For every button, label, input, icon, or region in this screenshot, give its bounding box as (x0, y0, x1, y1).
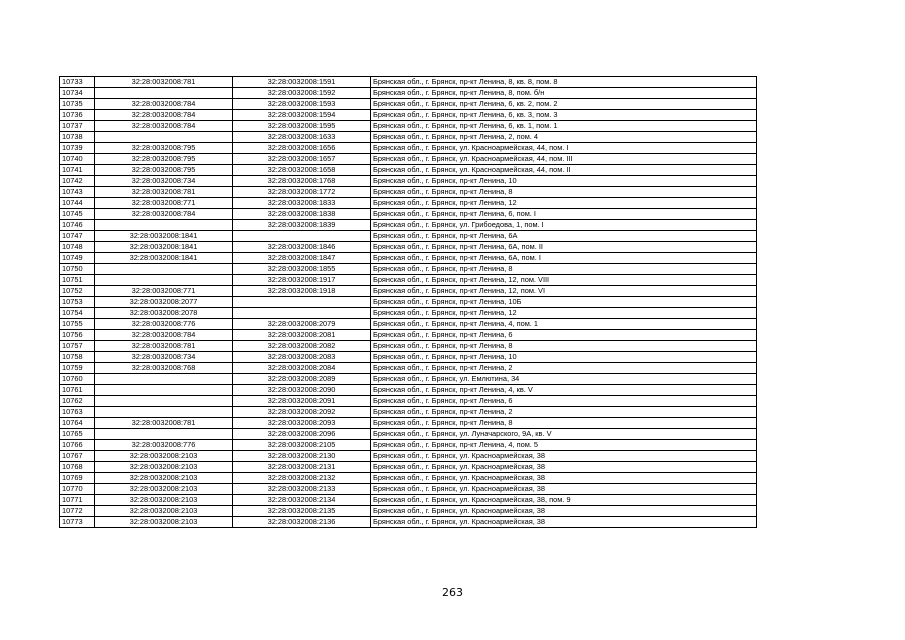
cadastral-number-cell: 32:28:0032008:1592 (233, 88, 371, 99)
parent-cadastral-number-cell (95, 407, 233, 418)
row-number-cell: 10761 (60, 385, 95, 396)
address-cell: Брянская обл., г. Брянск, пр-кт Ленина, 8 (371, 187, 757, 198)
parent-cadastral-number-cell: 32:28:0032008:2103 (95, 484, 233, 495)
parent-cadastral-number-cell (95, 374, 233, 385)
table-row (60, 297, 757, 308)
table-row (60, 473, 757, 484)
cadastral-number-cell (233, 297, 371, 308)
cadastral-number-cell: 32:28:0032008:1594 (233, 110, 371, 121)
cadastral-number-cell: 32:28:0032008:1657 (233, 154, 371, 165)
cadastral-number-cell: 32:28:0032008:1855 (233, 264, 371, 275)
address-cell: Брянская обл., г. Брянск, пр-кт Ленина, 8 (371, 264, 757, 275)
row-number-cell: 10770 (60, 484, 95, 495)
cadastral-number-cell: 32:28:0032008:1591 (233, 77, 371, 88)
row-number-cell: 10754 (60, 308, 95, 319)
parent-cadastral-number-cell: 32:28:0032008:2103 (95, 517, 233, 528)
parent-cadastral-number-cell (95, 220, 233, 231)
parent-cadastral-number-cell: 32:28:0032008:2103 (95, 473, 233, 484)
row-number-cell: 10758 (60, 352, 95, 363)
cadastral-number-cell: 32:28:0032008:1839 (233, 220, 371, 231)
row-number-cell: 10741 (60, 165, 95, 176)
table-row (60, 374, 757, 385)
row-number-cell: 10743 (60, 187, 95, 198)
cadastral-number-cell: 32:28:0032008:1917 (233, 275, 371, 286)
parent-cadastral-number-cell: 32:28:0032008:795 (95, 165, 233, 176)
parent-cadastral-number-cell: 32:28:0032008:776 (95, 319, 233, 330)
table-row (60, 110, 757, 121)
row-number-cell: 10744 (60, 198, 95, 209)
cadastral-number-cell: 32:28:0032008:2136 (233, 517, 371, 528)
address-cell: Брянская обл., г. Брянск, ул. Красноармейская, 44, пом. III (371, 154, 757, 165)
row-number-cell: 10760 (60, 374, 95, 385)
row-number-cell: 10762 (60, 396, 95, 407)
row-number-cell: 10751 (60, 275, 95, 286)
parent-cadastral-number-cell: 32:28:0032008:781 (95, 77, 233, 88)
cadastral-number-cell: 32:28:0032008:1772 (233, 187, 371, 198)
address-cell: Брянская обл., г. Брянск, ул. Красноармейская, 38, пом. 9 (371, 495, 757, 506)
row-number-cell: 10748 (60, 242, 95, 253)
row-number-cell: 10773 (60, 517, 95, 528)
address-cell: Брянская обл., г. Брянск, пр-кт Ленина, 4, пом. 1 (371, 319, 757, 330)
cadastral-number-cell: 32:28:0032008:1846 (233, 242, 371, 253)
cadastral-number-cell: 32:28:0032008:2096 (233, 429, 371, 440)
address-cell: Брянская обл., г. Брянск, ул. Красноармейская, 38 (371, 473, 757, 484)
table-row (60, 253, 757, 264)
table-row (60, 143, 757, 154)
address-cell: Брянская обл., г. Брянск, ул. Красноармейская, 44, пом. II (371, 165, 757, 176)
table-row (60, 517, 757, 528)
address-cell: Брянская обл., г. Брянск, ул. Красноармейская, 38 (371, 484, 757, 495)
table-row (60, 165, 757, 176)
parent-cadastral-number-cell: 32:28:0032008:2078 (95, 308, 233, 319)
table-row (60, 231, 757, 242)
row-number-cell: 10772 (60, 506, 95, 517)
cadastral-number-cell: 32:28:0032008:1595 (233, 121, 371, 132)
row-number-cell: 10765 (60, 429, 95, 440)
parent-cadastral-number-cell: 32:28:0032008:795 (95, 154, 233, 165)
table-row (60, 88, 757, 99)
parent-cadastral-number-cell: 32:28:0032008:2077 (95, 297, 233, 308)
row-number-cell: 10769 (60, 473, 95, 484)
address-cell: Брянская обл., г. Брянск, пр-кт Ленина, 2, пом. 4 (371, 132, 757, 143)
row-number-cell: 10749 (60, 253, 95, 264)
table-row (60, 462, 757, 473)
address-cell: Брянская обл., г. Брянск, пр-кт Ленина, 6 (371, 330, 757, 341)
address-cell: Брянская обл., г. Брянск, пр-кт Ленина, 10Б (371, 297, 757, 308)
address-cell: Брянская обл., г. Брянск, ул. Красноармейская, 44, пом. I (371, 143, 757, 154)
address-cell: Брянская обл., г. Брянск, пр-кт Ленина, 2 (371, 363, 757, 374)
page-number: 263 (442, 586, 463, 599)
cadastral-number-cell: 32:28:0032008:2092 (233, 407, 371, 418)
parent-cadastral-number-cell: 32:28:0032008:784 (95, 99, 233, 110)
address-cell: Брянская обл., г. Брянск, пр-кт Ленина, 6, кв. 2, пом. 2 (371, 99, 757, 110)
table-row (60, 308, 757, 319)
row-number-cell: 10750 (60, 264, 95, 275)
parent-cadastral-number-cell: 32:28:0032008:784 (95, 209, 233, 220)
parent-cadastral-number-cell (95, 132, 233, 143)
parent-cadastral-number-cell: 32:28:0032008:771 (95, 198, 233, 209)
cadastral-number-cell (233, 231, 371, 242)
address-cell: Брянская обл., г. Брянск, пр-кт Ленина, 6А, пом. II (371, 242, 757, 253)
cadastral-number-cell: 32:28:0032008:2089 (233, 374, 371, 385)
table-row (60, 341, 757, 352)
row-number-cell: 10733 (60, 77, 95, 88)
table-row (60, 440, 757, 451)
address-cell: Брянская обл., г. Брянск, ул. Красноармейская, 38 (371, 451, 757, 462)
parent-cadastral-number-cell: 32:28:0032008:781 (95, 341, 233, 352)
row-number-cell: 10738 (60, 132, 95, 143)
address-cell: Брянская обл., г. Брянск, пр-кт Ленина, 12 (371, 308, 757, 319)
row-number-cell: 10747 (60, 231, 95, 242)
row-number-cell: 10740 (60, 154, 95, 165)
row-number-cell: 10764 (60, 418, 95, 429)
row-number-cell: 10767 (60, 451, 95, 462)
cadastral-number-cell: 32:28:0032008:2083 (233, 352, 371, 363)
address-cell: Брянская обл., г. Брянск, пр-кт Ленина, 6А, пом. I (371, 253, 757, 264)
row-number-cell: 10752 (60, 286, 95, 297)
table-row (60, 99, 757, 110)
parent-cadastral-number-cell (95, 88, 233, 99)
cadastral-number-cell: 32:28:0032008:2132 (233, 473, 371, 484)
parent-cadastral-number-cell: 32:28:0032008:2103 (95, 495, 233, 506)
parent-cadastral-number-cell: 32:28:0032008:784 (95, 110, 233, 121)
parent-cadastral-number-cell (95, 396, 233, 407)
cadastral-number-cell: 32:28:0032008:1658 (233, 165, 371, 176)
address-cell: Брянская обл., г. Брянск, пр-кт Ленина, 4, кв. V (371, 385, 757, 396)
address-cell: Брянская обл., г. Брянск, пр-кт Ленина, 6А (371, 231, 757, 242)
parent-cadastral-number-cell (95, 275, 233, 286)
cadastral-number-cell: 32:28:0032008:2130 (233, 451, 371, 462)
parent-cadastral-number-cell: 32:28:0032008:1841 (95, 242, 233, 253)
table-row (60, 352, 757, 363)
cadastral-number-cell: 32:28:0032008:2131 (233, 462, 371, 473)
row-number-cell: 10759 (60, 363, 95, 374)
row-number-cell: 10771 (60, 495, 95, 506)
table-row (60, 275, 757, 286)
row-number-cell: 10746 (60, 220, 95, 231)
table-row (60, 154, 757, 165)
table-row (60, 121, 757, 132)
parent-cadastral-number-cell: 32:28:0032008:1841 (95, 231, 233, 242)
address-cell: Брянская обл., г. Брянск, пр-кт Ленина, 8, пом. б/н (371, 88, 757, 99)
address-cell: Брянская обл., г. Брянск, пр-кт Ленина, 10 (371, 176, 757, 187)
cadastral-number-cell: 32:28:0032008:2090 (233, 385, 371, 396)
table-row (60, 319, 757, 330)
address-cell: Брянская обл., г. Брянск, пр-кт Ленина, 12 (371, 198, 757, 209)
cadastral-number-cell: 32:28:0032008:2135 (233, 506, 371, 517)
address-cell: Брянская обл., г. Брянск, пр-кт Ленина, 6, кв. 1, пом. 1 (371, 121, 757, 132)
row-number-cell: 10763 (60, 407, 95, 418)
row-number-cell: 10737 (60, 121, 95, 132)
parent-cadastral-number-cell: 32:28:0032008:781 (95, 187, 233, 198)
address-cell: Брянская обл., г. Брянск, пр-кт Ленина, 4, пом. 5 (371, 440, 757, 451)
table-row (60, 495, 757, 506)
table-row (60, 187, 757, 198)
row-number-cell: 10736 (60, 110, 95, 121)
cadastral-number-cell: 32:28:0032008:1656 (233, 143, 371, 154)
address-cell: Брянская обл., г. Брянск, ул. Красноармейская, 38 (371, 462, 757, 473)
address-cell: Брянская обл., г. Брянск, ул. Луначарского, 9А, кв. V (371, 429, 757, 440)
table-row (60, 242, 757, 253)
table-row (60, 176, 757, 187)
parent-cadastral-number-cell: 32:28:0032008:771 (95, 286, 233, 297)
table-row (60, 385, 757, 396)
cadastral-number-cell: 32:28:0032008:2084 (233, 363, 371, 374)
cadastral-number-cell: 32:28:0032008:1838 (233, 209, 371, 220)
cadastral-number-cell: 32:28:0032008:2091 (233, 396, 371, 407)
cadastral-number-cell: 32:28:0032008:1918 (233, 286, 371, 297)
table-row (60, 451, 757, 462)
cadastral-number-cell: 32:28:0032008:1593 (233, 99, 371, 110)
row-number-cell: 10753 (60, 297, 95, 308)
address-cell: Брянская обл., г. Брянск, пр-кт Ленина, 2 (371, 407, 757, 418)
row-number-cell: 10745 (60, 209, 95, 220)
address-cell: Брянская обл., г. Брянск, пр-кт Ленина, 12, пом. VI (371, 286, 757, 297)
table-row (60, 418, 757, 429)
address-cell: Брянская обл., г. Брянск, пр-кт Ленина, 8, кв. 8, пом. 8 (371, 77, 757, 88)
cadastral-number-cell: 32:28:0032008:2134 (233, 495, 371, 506)
parent-cadastral-number-cell: 32:28:0032008:776 (95, 440, 233, 451)
cadastral-number-cell: 32:28:0032008:1833 (233, 198, 371, 209)
parent-cadastral-number-cell: 32:28:0032008:1841 (95, 253, 233, 264)
cadastral-number-cell: 32:28:0032008:1768 (233, 176, 371, 187)
parent-cadastral-number-cell: 32:28:0032008:784 (95, 121, 233, 132)
table-row (60, 506, 757, 517)
address-cell: Брянская обл., г. Брянск, ул. Красноармейская, 38 (371, 506, 757, 517)
address-cell: Брянская обл., г. Брянск, пр-кт Ленина, 8 (371, 418, 757, 429)
property-register-table (59, 76, 757, 528)
parent-cadastral-number-cell (95, 429, 233, 440)
row-number-cell: 10756 (60, 330, 95, 341)
address-cell: Брянская обл., г. Брянск, ул. Емлютина, 34 (371, 374, 757, 385)
cadastral-number-cell: 32:28:0032008:1847 (233, 253, 371, 264)
parent-cadastral-number-cell: 32:28:0032008:781 (95, 418, 233, 429)
table-row (60, 363, 757, 374)
address-cell: Брянская обл., г. Брянск, ул. Красноармейская, 38 (371, 517, 757, 528)
address-cell: Брянская обл., г. Брянск, пр-кт Ленина, 6, пом. I (371, 209, 757, 220)
row-number-cell: 10735 (60, 99, 95, 110)
parent-cadastral-number-cell: 32:28:0032008:734 (95, 352, 233, 363)
address-cell: Брянская обл., г. Брянск, ул. Грибоедова, 1, пом. I (371, 220, 757, 231)
table-row (60, 330, 757, 341)
row-number-cell: 10734 (60, 88, 95, 99)
table-row (60, 429, 757, 440)
table-row (60, 209, 757, 220)
cadastral-number-cell: 32:28:0032008:1633 (233, 132, 371, 143)
row-number-cell: 10768 (60, 462, 95, 473)
cadastral-number-cell: 32:28:0032008:2105 (233, 440, 371, 451)
row-number-cell: 10755 (60, 319, 95, 330)
address-cell: Брянская обл., г. Брянск, пр-кт Ленина, 12, пом. VIII (371, 275, 757, 286)
cadastral-number-cell: 32:28:0032008:2081 (233, 330, 371, 341)
table-row (60, 132, 757, 143)
row-number-cell: 10739 (60, 143, 95, 154)
parent-cadastral-number-cell: 32:28:0032008:795 (95, 143, 233, 154)
cadastral-number-cell: 32:28:0032008:2093 (233, 418, 371, 429)
cadastral-number-cell: 32:28:0032008:2133 (233, 484, 371, 495)
table-row (60, 286, 757, 297)
row-number-cell: 10757 (60, 341, 95, 352)
address-cell: Брянская обл., г. Брянск, пр-кт Ленина, 8 (371, 341, 757, 352)
cadastral-number-cell: 32:28:0032008:2079 (233, 319, 371, 330)
table-row (60, 77, 757, 88)
address-cell: Брянская обл., г. Брянск, пр-кт Ленина, 6 (371, 396, 757, 407)
parent-cadastral-number-cell (95, 264, 233, 275)
table-body (60, 77, 757, 528)
parent-cadastral-number-cell: 32:28:0032008:2103 (95, 451, 233, 462)
row-number-cell: 10766 (60, 440, 95, 451)
parent-cadastral-number-cell: 32:28:0032008:734 (95, 176, 233, 187)
address-cell: Брянская обл., г. Брянск, пр-кт Ленина, 10 (371, 352, 757, 363)
table-row (60, 264, 757, 275)
table-row (60, 198, 757, 209)
table-row (60, 407, 757, 418)
cadastral-number-cell (233, 308, 371, 319)
parent-cadastral-number-cell: 32:28:0032008:2103 (95, 462, 233, 473)
table-row (60, 396, 757, 407)
table-row (60, 220, 757, 231)
parent-cadastral-number-cell (95, 385, 233, 396)
row-number-cell: 10742 (60, 176, 95, 187)
parent-cadastral-number-cell: 32:28:0032008:784 (95, 330, 233, 341)
cadastral-number-cell: 32:28:0032008:2082 (233, 341, 371, 352)
parent-cadastral-number-cell: 32:28:0032008:768 (95, 363, 233, 374)
parent-cadastral-number-cell: 32:28:0032008:2103 (95, 506, 233, 517)
address-cell: Брянская обл., г. Брянск, пр-кт Ленина, 6, кв. 3, пом. 3 (371, 110, 757, 121)
table-row (60, 484, 757, 495)
